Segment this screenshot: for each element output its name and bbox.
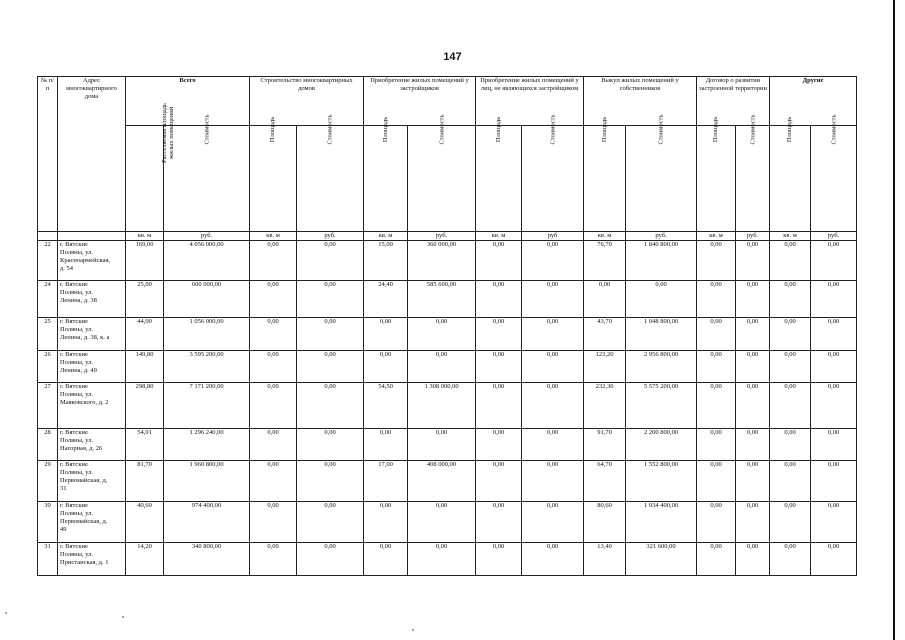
value-cell: 1 934 400,00: [626, 502, 697, 543]
address-line: г. Вятские: [60, 461, 88, 468]
header-sub-11: [736, 114, 770, 232]
header-sub-label: Расселяемая площадь жилых помещений: [161, 102, 175, 164]
row-number: 25: [38, 318, 58, 351]
value-cell: 298,80: [126, 383, 164, 429]
value-cell: 54,01: [126, 429, 164, 461]
header-group-developers: Приобретение жилых помещений у застройщиков: [364, 77, 476, 126]
row-address: [58, 383, 126, 429]
table-row: [38, 461, 857, 502]
value-cell: 0,00: [476, 281, 522, 318]
value-cell: 43,70: [584, 318, 626, 351]
value-cell: 0,00: [770, 543, 811, 576]
value-cell: 4 056 000,00: [164, 241, 250, 281]
value-cell: 80,60: [584, 502, 626, 543]
value-cell: 123,20: [584, 351, 626, 383]
value-cell: 0,00: [250, 318, 297, 351]
value-cell: 0,00: [297, 502, 364, 543]
value-cell: 585 600,00: [408, 281, 476, 318]
value-cell: 0,00: [811, 429, 857, 461]
value-cell: 0,00: [364, 351, 408, 383]
row-number: 30: [38, 502, 58, 543]
value-cell: 0,00: [770, 318, 811, 351]
value-cell: 2 956 800,00: [626, 351, 697, 383]
value-cell: 0,00: [811, 318, 857, 351]
value-cell: 0,00: [736, 351, 770, 383]
header-sub-label: Площадь: [712, 116, 720, 143]
value-cell: 0,00: [522, 241, 584, 281]
address-line: Поляны, ул.: [60, 551, 94, 558]
page-edge-line: [893, 0, 895, 640]
unit-cell: руб.: [626, 232, 697, 241]
scan-speck: [5, 612, 7, 614]
value-cell: 0,00: [250, 543, 297, 576]
address-line: Ленина, д. 38, к. а: [60, 334, 110, 341]
value-cell: 0,00: [770, 281, 811, 318]
row-address: [58, 351, 126, 383]
value-cell: 0,00: [736, 241, 770, 281]
value-cell: 0,00: [811, 502, 857, 543]
address-line: Поляны, ул.: [60, 249, 94, 256]
unit-cell: руб: [522, 232, 584, 241]
unit-cell-empty: [58, 232, 126, 241]
value-cell: 1 308 000,00: [408, 383, 476, 429]
row-address: [58, 502, 126, 543]
unit-cell: кв. м: [250, 232, 297, 241]
value-cell: 0,00: [250, 241, 297, 281]
value-cell: 0,00: [697, 502, 736, 543]
unit-cell: кв. м: [476, 232, 522, 241]
value-cell: 232,30: [584, 383, 626, 429]
value-cell: 0,00: [522, 543, 584, 576]
unit-cell: руб.: [297, 232, 364, 241]
value-cell: 0,00: [476, 351, 522, 383]
header-sub-2: [250, 116, 297, 232]
unit-cell-empty: [38, 232, 58, 241]
scan-speck: [412, 629, 414, 631]
row-number: 28: [38, 429, 58, 461]
header-sub-label: Стоимость: [749, 114, 757, 145]
value-cell: 13,40: [584, 543, 626, 576]
value-cell: 0,00: [522, 281, 584, 318]
header-sub-3: [297, 114, 364, 232]
address-line: Пристанская, д. 1: [60, 559, 109, 566]
address-line: г. Вятские: [60, 241, 88, 248]
value-cell: 0,00: [736, 543, 770, 576]
value-cell: 0,00: [770, 351, 811, 383]
header-sub-10: [697, 116, 736, 232]
row-address: [58, 241, 126, 281]
table-row: [38, 318, 857, 351]
value-cell: 3 595 200,00: [164, 351, 250, 383]
row-address: [58, 543, 126, 576]
address-line: Ленина, д. 49: [60, 367, 97, 374]
header-num: № п/п: [38, 77, 58, 232]
table-row: [38, 429, 857, 461]
value-cell: 0,00: [476, 461, 522, 502]
address-line: Нагорная, д. 26: [60, 445, 103, 452]
value-cell: 0,00: [364, 429, 408, 461]
table-row: [38, 383, 857, 429]
header-sub-label: Площадь: [382, 116, 390, 143]
header-unit-row: [38, 232, 857, 241]
value-cell: 0,00: [811, 241, 857, 281]
header-sub-label: Стоимость: [326, 114, 334, 145]
value-cell: 0,00: [697, 351, 736, 383]
value-cell: 0,00: [297, 543, 364, 576]
value-cell: 0,00: [770, 502, 811, 543]
unit-cell: кв. м: [584, 232, 626, 241]
value-cell: 0,00: [476, 429, 522, 461]
value-cell: 0,00: [736, 429, 770, 461]
value-cell: 5 575 200,00: [626, 383, 697, 429]
value-cell: 0,00: [697, 241, 736, 281]
value-cell: 340 800,00: [164, 543, 250, 576]
value-cell: 0,00: [811, 461, 857, 502]
header-group-buyout: Выкуп жилых помещений у собственников: [584, 77, 697, 126]
value-cell: 15,00: [364, 241, 408, 281]
address-line: Маяковского, д. 2: [60, 399, 109, 406]
page-number: 147: [443, 51, 462, 63]
value-cell: 2 200 800,00: [626, 429, 697, 461]
address-line: г. Вятские: [60, 502, 88, 509]
value-cell: 0,00: [736, 281, 770, 318]
value-cell: 0,00: [297, 318, 364, 351]
value-cell: 76,70: [584, 241, 626, 281]
row-number: 27: [38, 383, 58, 429]
value-cell: 321 600,00: [626, 543, 697, 576]
unit-cell: руб.: [408, 232, 476, 241]
value-cell: 0,00: [408, 502, 476, 543]
header-sub-4: [364, 116, 408, 232]
row-number: 22: [38, 241, 58, 281]
table-row: [38, 281, 857, 318]
value-cell: 149,80: [126, 351, 164, 383]
value-cell: 0,00: [297, 351, 364, 383]
value-cell: 0,00: [811, 351, 857, 383]
value-cell: 0,00: [697, 461, 736, 502]
value-cell: 0,00: [736, 461, 770, 502]
header-sub-6: [476, 116, 522, 232]
header-sub-label: Площадь: [601, 116, 609, 143]
address-line: Первомайская, д.: [60, 477, 108, 484]
header-sub-label: Стоимость: [203, 114, 211, 145]
header-sub-0: [126, 102, 175, 232]
address-line: г. Вятские: [60, 351, 88, 358]
value-cell: 0,00: [522, 461, 584, 502]
unit-cell: кв. м: [697, 232, 736, 241]
row-number: 24: [38, 281, 58, 318]
header-sub-13: [811, 114, 857, 232]
unit-cell: кв. м: [770, 232, 811, 241]
value-cell: 64,70: [584, 461, 626, 502]
address-line: Поляны, ул.: [60, 391, 94, 398]
value-cell: 0,00: [811, 383, 857, 429]
value-cell: 0,00: [297, 429, 364, 461]
header-sub-8: [584, 116, 626, 232]
value-cell: 0,00: [364, 502, 408, 543]
value-cell: 1 840 800,00: [626, 241, 697, 281]
unit-cell: руб.: [736, 232, 770, 241]
table-row: [38, 241, 857, 281]
address-line: г. Вятские: [60, 429, 88, 436]
value-cell: 0,00: [697, 543, 736, 576]
value-cell: 0,00: [408, 429, 476, 461]
header-address: Адрес многоквартирного дома: [58, 77, 126, 232]
value-cell: 1 056 000,00: [164, 318, 250, 351]
value-cell: 1 296 240,00: [164, 429, 250, 461]
value-cell: 600 000,00: [164, 281, 250, 318]
value-cell: 54,50: [364, 383, 408, 429]
value-cell: 1 552 800,00: [626, 461, 697, 502]
address-line: Поляны, ул.: [60, 326, 94, 333]
value-cell: 0,00: [626, 281, 697, 318]
header-sub-5: [408, 114, 476, 232]
value-cell: 0,00: [408, 543, 476, 576]
value-cell: 14,20: [126, 543, 164, 576]
value-cell: 91,70: [584, 429, 626, 461]
header-group-other: Другие: [770, 77, 857, 126]
address-line: г. Вятские: [60, 383, 88, 390]
address-line: Ленина, д. 38: [60, 297, 97, 304]
value-cell: 0,00: [522, 383, 584, 429]
value-cell: 0,00: [476, 241, 522, 281]
value-cell: 7 171 200,00: [164, 383, 250, 429]
address-line: Поляны, ул.: [60, 510, 94, 517]
header-group-development-agreement: Договор о развитии застроенной территории: [697, 77, 770, 126]
row-address: [58, 318, 126, 351]
value-cell: 0,00: [811, 281, 857, 318]
row-number: 31: [38, 543, 58, 576]
value-cell: 0,00: [408, 318, 476, 351]
address-line: Поляны, ул.: [60, 359, 94, 366]
header-sub-label: Площадь: [786, 116, 794, 143]
value-cell: 0,00: [250, 351, 297, 383]
address-line: Поляны, ул.: [60, 437, 94, 444]
value-cell: 0,00: [522, 351, 584, 383]
scan-speck: [122, 616, 124, 618]
row-address: [58, 461, 126, 502]
address-line: г. Вятские: [60, 318, 88, 325]
value-cell: 81,70: [126, 461, 164, 502]
header-sub-label: Площадь: [495, 116, 503, 143]
row-number: 29: [38, 461, 58, 502]
value-cell: 17,00: [364, 461, 408, 502]
header-sub-label: Стоимость: [549, 114, 557, 145]
value-cell: 0,00: [697, 318, 736, 351]
value-cell: 0,00: [250, 281, 297, 318]
value-cell: 0,00: [697, 429, 736, 461]
address-line: г. Вятские: [60, 543, 88, 550]
value-cell: 0,00: [408, 351, 476, 383]
value-cell: 40,60: [126, 502, 164, 543]
unit-cell: кв. м: [126, 232, 164, 241]
header-sub-label: Стоимость: [657, 114, 665, 145]
address-line: 49: [60, 526, 67, 533]
value-cell: 0,00: [736, 502, 770, 543]
value-cell: 1 048 800,00: [626, 318, 697, 351]
row-address: [58, 281, 126, 318]
address-line: Поляны, ул.: [60, 289, 94, 296]
unit-cell: руб.: [164, 232, 250, 241]
table-row: [38, 502, 857, 543]
value-cell: 408 000,00: [408, 461, 476, 502]
value-cell: 0,00: [250, 502, 297, 543]
address-line: Красноармейская,: [60, 257, 111, 264]
address-line: Первомайская, д.: [60, 518, 108, 525]
address-line: 31: [60, 485, 67, 492]
header-group-non-developers: Приобретение жилых помещений у лиц, не являющихся застройщиком: [476, 77, 584, 126]
header-sub-label: Стоимость: [830, 114, 838, 145]
value-cell: 0,00: [584, 281, 626, 318]
address-line: Поляны, ул.: [60, 469, 94, 476]
row-address: [58, 429, 126, 461]
address-line: д. 54: [60, 265, 74, 272]
value-cell: 0,00: [811, 543, 857, 576]
value-cell: 0,00: [476, 318, 522, 351]
value-cell: 0,00: [364, 543, 408, 576]
header-sub-9: [626, 114, 697, 232]
header-sub-label: Стоимость: [438, 114, 446, 145]
unit-cell: кв. м: [364, 232, 408, 241]
value-cell: 0,00: [697, 281, 736, 318]
value-cell: 0,00: [770, 241, 811, 281]
value-cell: 25,00: [126, 281, 164, 318]
value-cell: 0,00: [522, 502, 584, 543]
header-sub-12: [770, 116, 811, 232]
value-cell: 0,00: [250, 383, 297, 429]
value-cell: 169,00: [126, 241, 164, 281]
value-cell: 0,00: [476, 502, 522, 543]
value-cell: 0,00: [736, 383, 770, 429]
value-cell: 0,00: [250, 461, 297, 502]
value-cell: 0,00: [297, 461, 364, 502]
address-line: г. Вятские: [60, 281, 88, 288]
value-cell: 0,00: [770, 383, 811, 429]
value-cell: 974 400,00: [164, 502, 250, 543]
value-cell: 44,00: [126, 318, 164, 351]
header-group-total: Всего: [126, 77, 250, 126]
value-cell: 0,00: [297, 281, 364, 318]
value-cell: 0,00: [770, 461, 811, 502]
value-cell: 0,00: [297, 241, 364, 281]
value-cell: 0,00: [770, 429, 811, 461]
value-cell: 0,00: [476, 383, 522, 429]
value-cell: 0,00: [250, 429, 297, 461]
value-cell: 0,00: [736, 318, 770, 351]
header-sub-label: Площадь: [269, 116, 277, 143]
value-cell: 0,00: [476, 543, 522, 576]
header-sub-row: [38, 126, 857, 232]
value-cell: 0,00: [697, 383, 736, 429]
value-cell: 24,40: [364, 281, 408, 318]
row-number: 26: [38, 351, 58, 383]
resettlement-table: [37, 76, 857, 576]
value-cell: 0,00: [522, 429, 584, 461]
header-group-construction: Строительство многоквартирных домов: [250, 77, 364, 126]
unit-cell: руб.: [811, 232, 857, 241]
value-cell: 0,00: [364, 318, 408, 351]
value-cell: 0,00: [522, 318, 584, 351]
table-row: [38, 351, 857, 383]
value-cell: 1 960 800,00: [164, 461, 250, 502]
table-body: [38, 241, 857, 576]
value-cell: 360 000,00: [408, 241, 476, 281]
header-sub-7: [522, 114, 584, 232]
value-cell: 0,00: [297, 383, 364, 429]
table-row: [38, 543, 857, 576]
